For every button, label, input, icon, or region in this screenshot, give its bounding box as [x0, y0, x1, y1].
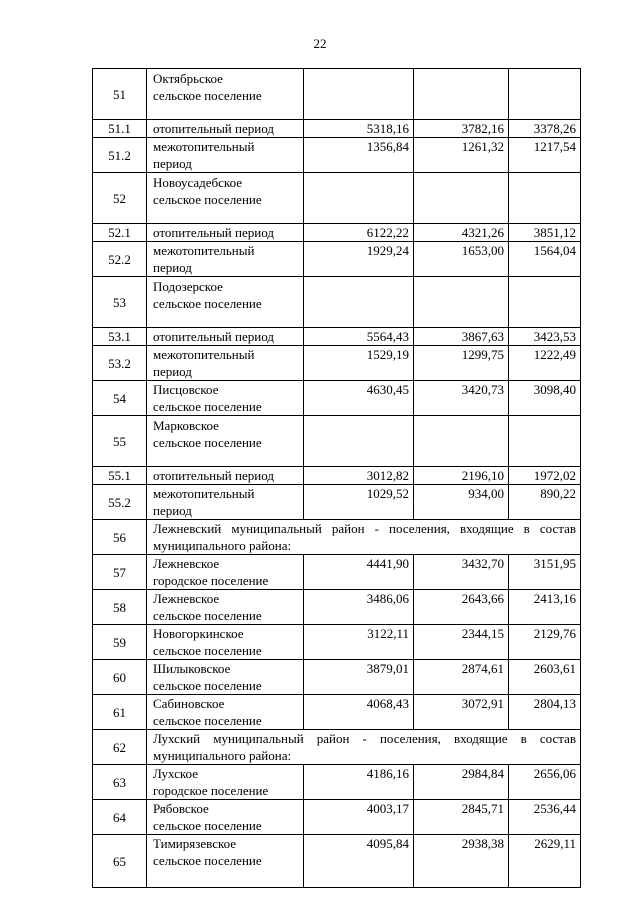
name-line: отопительный период [153, 225, 274, 240]
name-line: Новоусадебское [153, 175, 242, 190]
value-cell: 2196,10 [414, 467, 509, 485]
row-number: 64 [93, 800, 147, 835]
name-line: Октябрьское [153, 71, 223, 86]
table-row [93, 590, 581, 625]
value-cell: 1356,84 [304, 138, 414, 173]
table-row [93, 328, 581, 346]
row-number: 59 [93, 625, 147, 660]
value-cell: 2629,11 [509, 835, 581, 888]
settlement-name [147, 660, 304, 695]
value-cell: 4095,84 [304, 835, 414, 888]
value-cell: 5318,16 [304, 120, 414, 138]
name-line: период [153, 364, 192, 379]
value-cell: 1029,52 [304, 485, 414, 520]
value-cell: 3486,06 [304, 590, 414, 625]
name-line: межотопительный [153, 486, 255, 501]
name-line: Тимирязевское [153, 836, 237, 851]
value-cell [509, 416, 581, 467]
name-line: сельское поселение [153, 296, 262, 311]
value-cell: 3423,53 [509, 328, 581, 346]
name-line: Новогоркинское [153, 626, 244, 641]
name-line: сельское поселение [153, 88, 262, 103]
value-cell [304, 416, 414, 467]
table-row [93, 416, 581, 467]
table-row [93, 730, 581, 765]
settlement-name [147, 835, 304, 888]
name-line: сельское поселение [153, 435, 262, 450]
value-cell: 4441,90 [304, 555, 414, 590]
value-cell: 4630,45 [304, 381, 414, 416]
value-cell: 1653,00 [414, 242, 509, 277]
settlement-name [147, 485, 304, 520]
value-cell: 3867,63 [414, 328, 509, 346]
settlement-name [147, 467, 304, 485]
row-number: 51 [93, 69, 147, 120]
table-row [93, 555, 581, 590]
value-cell: 3378,26 [509, 120, 581, 138]
settlement-name [147, 224, 304, 242]
page-number: 22 [313, 36, 327, 51]
row-number: 53.2 [93, 346, 147, 381]
value-cell [304, 173, 414, 224]
row-number: 60 [93, 660, 147, 695]
table-row [93, 224, 581, 242]
value-cell: 2643,66 [414, 590, 509, 625]
value-cell: 4068,43 [304, 695, 414, 730]
value-cell: 1217,54 [509, 138, 581, 173]
table-row [93, 69, 581, 120]
name-line: Писцовское [153, 382, 219, 397]
settlement-name [147, 555, 304, 590]
row-number: 53.1 [93, 328, 147, 346]
row-number: 55 [93, 416, 147, 467]
name-line: Лухское [153, 766, 198, 781]
table-row [93, 467, 581, 485]
name-line: Сабиновское [153, 696, 225, 711]
value-cell: 5564,43 [304, 328, 414, 346]
row-number: 51.1 [93, 120, 147, 138]
name-line: Подозерское [153, 279, 223, 294]
value-cell: 3012,82 [304, 467, 414, 485]
name-line: межотопительный [153, 243, 255, 258]
name-line: сельское поселение [153, 192, 262, 207]
value-cell: 3122,11 [304, 625, 414, 660]
name-line: городское поселение [153, 573, 269, 588]
name-line: период [153, 503, 192, 518]
settlement-name [147, 625, 304, 660]
district-heading: Лежневский муниципальный район - поселения, входящие в состав муниципального района: [147, 520, 581, 555]
settlement-name [147, 381, 304, 416]
row-number: 52.2 [93, 242, 147, 277]
table-row [93, 346, 581, 381]
name-line: отопительный период [153, 121, 274, 136]
value-cell: 3879,01 [304, 660, 414, 695]
value-cell: 1929,24 [304, 242, 414, 277]
name-line: Лежневское [153, 591, 220, 606]
settlement-name [147, 173, 304, 224]
value-cell: 2938,38 [414, 835, 509, 888]
settlement-name [147, 277, 304, 328]
name-line: межотопительный [153, 139, 255, 154]
name-line: сельское поселение [153, 818, 262, 833]
name-line: отопительный период [153, 468, 274, 483]
name-line: отопительный период [153, 329, 274, 344]
value-cell: 4003,17 [304, 800, 414, 835]
settlement-name [147, 765, 304, 800]
name-line: сельское поселение [153, 713, 262, 728]
row-number: 63 [93, 765, 147, 800]
table-row [93, 277, 581, 328]
name-line: сельское поселение [153, 643, 262, 658]
name-line: сельское поселение [153, 399, 262, 414]
row-number: 52 [93, 173, 147, 224]
table-row [93, 120, 581, 138]
settlement-name [147, 69, 304, 120]
value-cell: 2804,13 [509, 695, 581, 730]
value-cell: 2656,06 [509, 765, 581, 800]
value-cell: 890,22 [509, 485, 581, 520]
district-heading: Лухский муниципальный район - поселения, входящие в состав муниципального района: [147, 730, 581, 765]
table-row [93, 765, 581, 800]
settlement-name [147, 242, 304, 277]
table-row [93, 695, 581, 730]
value-cell [304, 69, 414, 120]
value-cell: 1972,02 [509, 467, 581, 485]
value-cell [414, 277, 509, 328]
row-number: 55.2 [93, 485, 147, 520]
table-row [93, 242, 581, 277]
table-row [93, 138, 581, 173]
value-cell: 3072,91 [414, 695, 509, 730]
value-cell: 2344,15 [414, 625, 509, 660]
value-cell: 6122,22 [304, 224, 414, 242]
value-cell: 2129,76 [509, 625, 581, 660]
value-cell [414, 416, 509, 467]
row-number: 55.1 [93, 467, 147, 485]
table-row [93, 835, 581, 888]
value-cell [414, 173, 509, 224]
value-cell: 3420,73 [414, 381, 509, 416]
value-cell: 2984,84 [414, 765, 509, 800]
settlement-name [147, 328, 304, 346]
row-number: 57 [93, 555, 147, 590]
value-cell: 1299,75 [414, 346, 509, 381]
table-row [93, 625, 581, 660]
value-cell [509, 173, 581, 224]
settlement-name [147, 120, 304, 138]
name-line: период [153, 156, 192, 171]
name-line: период [153, 260, 192, 275]
name-line: городское поселение [153, 783, 269, 798]
value-cell: 3432,70 [414, 555, 509, 590]
row-number: 65 [93, 835, 147, 888]
value-cell: 2603,61 [509, 660, 581, 695]
row-number: 54 [93, 381, 147, 416]
value-cell: 2874,61 [414, 660, 509, 695]
value-cell: 3098,40 [509, 381, 581, 416]
tariff-table-body [93, 69, 581, 888]
value-cell [509, 277, 581, 328]
tariff-table [92, 68, 581, 888]
name-line: сельское поселение [153, 678, 262, 693]
value-cell: 1261,32 [414, 138, 509, 173]
name-line: Шилыковское [153, 661, 231, 676]
value-cell: 2845,71 [414, 800, 509, 835]
settlement-name [147, 695, 304, 730]
name-line: Рябовское [153, 801, 209, 816]
name-line: сельское поселение [153, 608, 262, 623]
table-row [93, 660, 581, 695]
value-cell [304, 277, 414, 328]
value-cell: 2413,16 [509, 590, 581, 625]
row-number: 51.2 [93, 138, 147, 173]
table-row [93, 381, 581, 416]
value-cell [414, 69, 509, 120]
name-line: Марковское [153, 418, 219, 433]
value-cell: 3851,12 [509, 224, 581, 242]
name-line: сельское поселение [153, 853, 262, 868]
table-row [93, 173, 581, 224]
value-cell: 3151,95 [509, 555, 581, 590]
row-number: 61 [93, 695, 147, 730]
settlement-name [147, 138, 304, 173]
value-cell: 3782,16 [414, 120, 509, 138]
row-number: 53 [93, 277, 147, 328]
value-cell: 1529,19 [304, 346, 414, 381]
table-row [93, 800, 581, 835]
value-cell: 2536,44 [509, 800, 581, 835]
settlement-name [147, 346, 304, 381]
settlement-name [147, 800, 304, 835]
table-row [93, 520, 581, 555]
row-number: 56 [93, 520, 147, 555]
settlement-name [147, 416, 304, 467]
row-number: 58 [93, 590, 147, 625]
name-line: межотопительный [153, 347, 255, 362]
value-cell: 1564,04 [509, 242, 581, 277]
value-cell [509, 69, 581, 120]
row-number: 52.1 [93, 224, 147, 242]
settlement-name [147, 590, 304, 625]
value-cell: 4186,16 [304, 765, 414, 800]
name-line: Лежневское [153, 556, 220, 571]
value-cell: 1222,49 [509, 346, 581, 381]
row-number: 62 [93, 730, 147, 765]
value-cell: 4321,26 [414, 224, 509, 242]
table-row [93, 485, 581, 520]
value-cell: 934,00 [414, 485, 509, 520]
